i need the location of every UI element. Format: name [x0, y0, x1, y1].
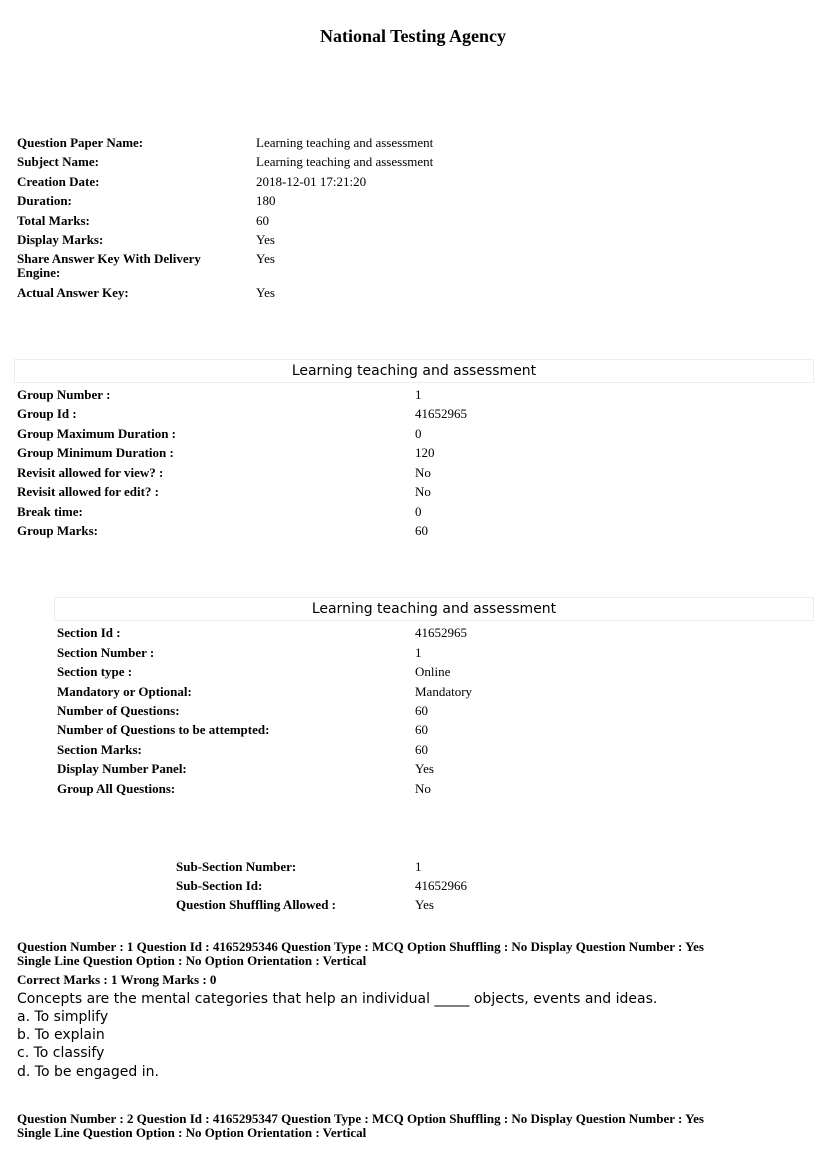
section-value: No [415, 781, 431, 796]
subsection-key: Sub-Section Number: [176, 859, 297, 874]
info-value: Learning teaching and assessment [256, 135, 434, 150]
question-meta-line: Single Line Question Option : No Option Orientation : Vertical [17, 1125, 367, 1140]
group-key: Revisit allowed for view? : [17, 465, 164, 480]
group-value: 60 [415, 523, 428, 538]
subsection-key: Sub-Section Id: [176, 878, 263, 893]
question-option: c. To classify [17, 1045, 105, 1061]
subsection-value: Yes [415, 897, 434, 912]
info-value: 2018-12-01 17:21:20 [256, 174, 367, 189]
info-key: Display Marks: [17, 232, 104, 247]
section-key: Section Number : [57, 645, 155, 660]
info-key: Engine: [17, 265, 61, 280]
section-value: Yes [415, 761, 434, 776]
info-value: 60 [256, 213, 269, 228]
info-key: Question Paper Name: [17, 135, 144, 150]
info-key: Subject Name: [17, 154, 99, 169]
question-marks: Correct Marks : 1 Wrong Marks : 0 [17, 972, 217, 987]
subsection-value: 1 [415, 859, 422, 874]
section-key: Section type : [57, 664, 133, 679]
group-key: Break time: [17, 504, 83, 519]
info-key: Actual Answer Key: [17, 285, 129, 300]
group-key: Group Marks: [17, 523, 99, 538]
group-key: Revisit allowed for edit? : [17, 484, 160, 499]
section-key: Section Id : [57, 625, 121, 640]
group-banner-title: Learning teaching and assessment [291, 363, 537, 379]
section-key: Display Number Panel: [57, 761, 187, 776]
section-key: Group All Questions: [57, 781, 176, 796]
group-value: 1 [415, 387, 422, 402]
group-value: 0 [415, 426, 422, 441]
question-option: d. To be engaged in. [17, 1064, 159, 1080]
info-key: Share Answer Key With Delivery [17, 251, 201, 266]
section-key: Number of Questions to be attempted: [57, 722, 270, 737]
group-banner [14, 359, 814, 383]
group-value: 0 [415, 504, 422, 519]
info-value: Yes [256, 232, 275, 247]
section-value: 60 [415, 703, 428, 718]
group-key: Group Id : [17, 406, 77, 421]
section-value: 41652965 [415, 625, 467, 640]
group-value: 41652965 [415, 406, 467, 421]
group-value: No [415, 484, 431, 499]
subsection-key: Question Shuffling Allowed : [176, 897, 337, 912]
group-key: Group Minimum Duration : [17, 445, 174, 460]
section-banner-title: Learning teaching and assessment [311, 601, 557, 617]
question-meta-line: Question Number : 2 Question Id : 4165295347 Question Type : MCQ Option Shuffling : No Display Question Number : Yes [17, 1111, 704, 1126]
question-meta-line: Single Line Question Option : No Option Orientation : Vertical [17, 953, 367, 968]
subsection-value: 41652966 [415, 878, 467, 893]
info-value: 180 [256, 193, 276, 208]
section-value: Mandatory [415, 684, 473, 699]
question-text: Concepts are the mental categories that help an individual _____ objects, events and ideas. [17, 991, 658, 1007]
section-banner [54, 597, 814, 621]
document-title: National Testing Agency [319, 26, 507, 46]
question-option: a. To simplify [17, 1009, 109, 1025]
info-value: Yes [256, 285, 275, 300]
section-key: Mandatory or Optional: [57, 684, 192, 699]
group-value: 120 [415, 445, 435, 460]
section-value: 60 [415, 722, 428, 737]
info-key: Total Marks: [17, 213, 90, 228]
section-value: 1 [415, 645, 422, 660]
info-key: Creation Date: [17, 174, 100, 189]
section-key: Number of Questions: [57, 703, 180, 718]
group-key: Group Maximum Duration : [17, 426, 177, 441]
group-value: No [415, 465, 431, 480]
info-value: Learning teaching and assessment [256, 154, 434, 169]
question-option: b. To explain [17, 1027, 105, 1043]
info-value: Yes [256, 251, 275, 266]
group-key: Group Number : [17, 387, 111, 402]
section-value: Online [415, 664, 451, 679]
question-meta-line: Question Number : 1 Question Id : 4165295346 Question Type : MCQ Option Shuffling : No Display Question Number : Yes [17, 939, 704, 954]
section-value: 60 [415, 742, 428, 757]
info-key: Duration: [17, 193, 72, 208]
section-key: Section Marks: [57, 742, 142, 757]
